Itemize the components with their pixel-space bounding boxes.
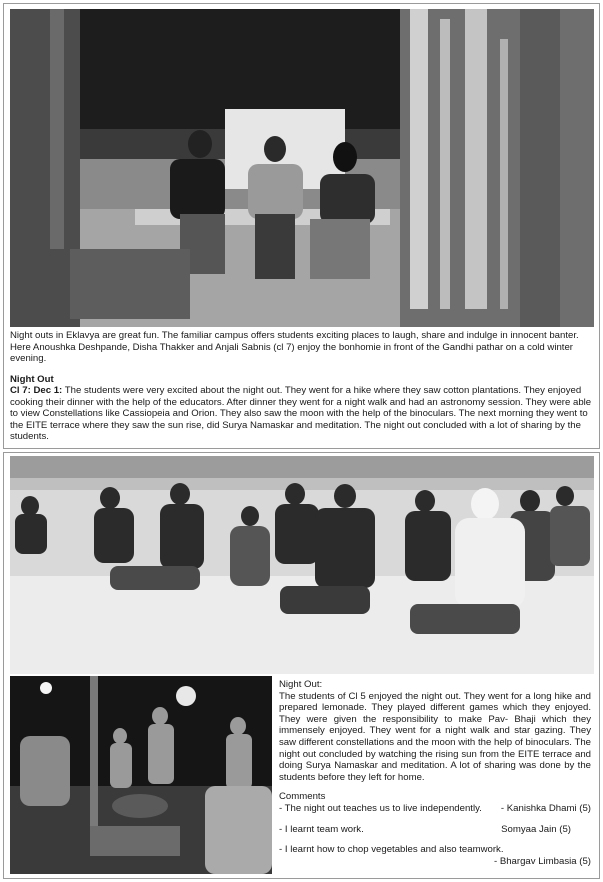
top-article-panel [3,3,600,449]
comment-3-text: - I learnt how to chop vegetables and also teamwork. [279,844,504,856]
top-article-body [10,385,594,443]
comment-1-text: - The night out teaches us to live independently. [279,802,482,814]
comment-1 [279,803,591,815]
bottom-article-body: The students of Cl 5 enjoyed the night out. They went for a long hike and prepared lemonade. They played different games which they enjoyed. They were given the responsibility to make Pav- Bhaji which they immensely enjoyed. They went for a night walk and star gazing. They saw different constellations and the moon with the help of binoculars. The night out concluded by watching the rising sun from the EITE terrace and doing Surya Namaskar and meditation. A lot of sharing was done by the students before they left for home. [279,690,591,783]
top-article-lead: Cl 7: Dec 1: [10,385,63,396]
top-article-heading: Night Out [10,374,54,385]
bottom-article-heading: Night Out: [279,679,323,690]
comment-1-author: - Kanishka Dhami (5) [500,802,591,814]
comment-2-text: - I learnt team work. [279,823,364,835]
top-article-text: The students were very excited about the night out. They went for a hike where they saw cotton plantations. They enjoyed cooking their dinner with the help of the educators. After dinner they went for a night walk and had an astronomy session. They were able to view Constellations like Cassiopeia and Orion. They also saw the moon with the help of the binoculars. The next morning they went to the EITE terrace where they saw the sun rise, did Surya Namaskar and meditation. The night out concluded with a lot of sharing by the students. [10,385,592,443]
top-photo-caption: Night outs in Eklavya are great fun. The familiar campus offers students exciting places to laugh, share and indulge in innocent banter. Here Anoushka Deshpande, Disha Thakker and Anjali Sabnis (cl 7) enjoy the bonhomie in front of the Gandhi pathar on a cold winter evening. [10,330,579,365]
comment-2 [279,824,591,836]
comment-3-author: - Bhargav Limbasia (5) [493,855,591,867]
bottom-article-text-block [279,679,591,867]
photo-students-cooking-at-night [10,676,272,874]
comment-2-author: Somyaa Jain (5) [501,823,571,835]
photo-students-meditating-on-terrace [10,456,594,674]
photo-students-at-gandhi-pathar [10,9,594,327]
bottom-article-panel [3,452,600,879]
comments-heading: Comments [279,791,326,803]
